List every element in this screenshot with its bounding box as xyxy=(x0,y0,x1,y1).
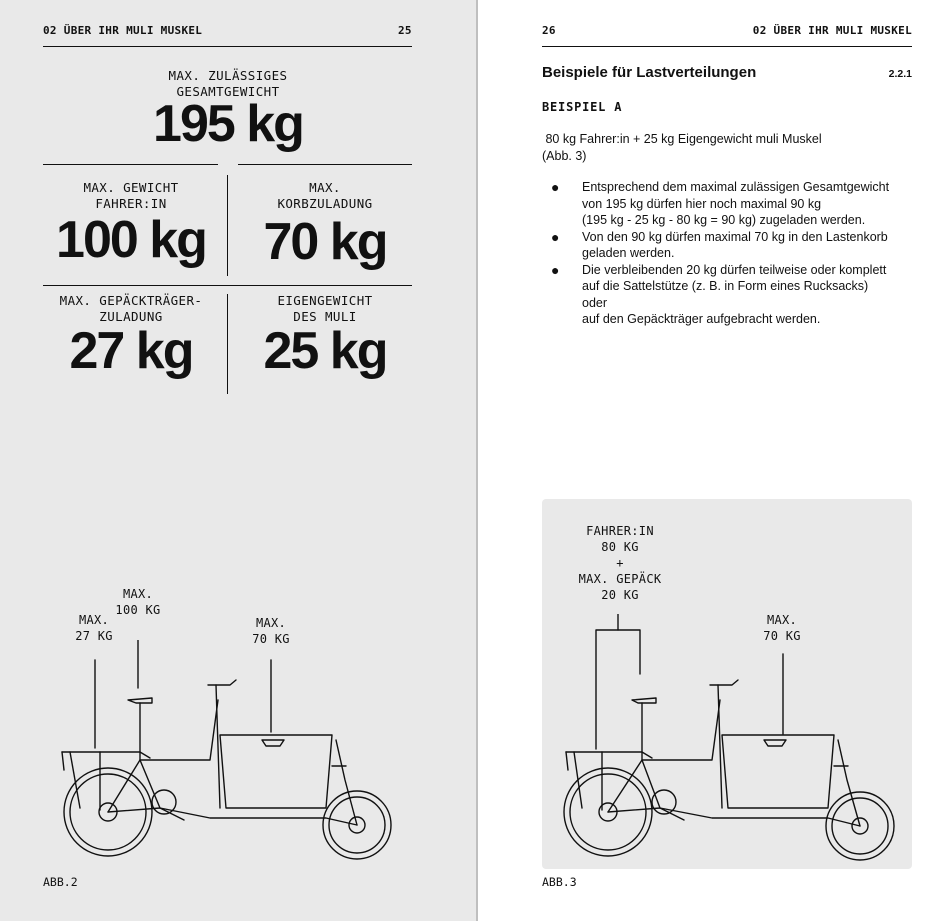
fig3-caption: ABB.3 xyxy=(542,875,577,889)
fig3-saddle xyxy=(632,698,656,703)
right-page-number: 26 xyxy=(542,24,556,37)
spec-rule-right xyxy=(238,164,412,165)
bullet-icon: ● xyxy=(551,261,560,278)
fig3-panel xyxy=(542,499,912,869)
basket-load-label: MAX. KORBZULADUNG xyxy=(277,180,373,211)
section-title: Beispiele für Lastverteilungen xyxy=(542,64,757,81)
right-page xyxy=(478,0,950,921)
spec-rule-left xyxy=(43,164,218,165)
rider-weight-value: 100 kg xyxy=(56,211,206,269)
own-weight-value: 25 kg xyxy=(263,322,387,380)
spec-rule-middle xyxy=(43,285,412,286)
total-weight-value: 195 kg xyxy=(153,95,303,153)
total-weight-label: MAX. ZULÄSSIGES GESAMTGEWICHT xyxy=(168,68,288,99)
basket-load-value: 70 kg xyxy=(263,213,387,271)
own-weight-label: EIGENGEWICHT DES MULI xyxy=(277,293,373,324)
example-bullet-list xyxy=(542,179,892,328)
fig2-caption: ABB.2 xyxy=(43,875,78,889)
right-header-rule xyxy=(542,46,912,47)
bullet-item: ● Entsprechend dem maximal zulässigen Gesamtgewicht von 195 kg dürfen hier noch maximal 90 kg (195 kg - 25 kg - 80 kg = 90 kg) zugeladen werden. xyxy=(551,179,890,227)
fig3-rider-luggage-label: FAHRER:IN 80 KG + MAX. GEPÄCK 20 KG xyxy=(578,524,662,602)
left-header-rule xyxy=(43,46,412,47)
rack-load-label: MAX. GEPÄCKTRÄGER- ZULADUNG xyxy=(59,293,203,324)
left-header-title: 02 ÜBER IHR MULI MUSKEL xyxy=(43,24,203,37)
fig2-saddle xyxy=(128,698,152,703)
rack-load-value: 27 kg xyxy=(69,322,193,380)
left-page-number: 25 xyxy=(398,24,412,37)
fig3-basket-label: MAX. 70 KG xyxy=(763,613,801,643)
right-header-title: 02 ÜBER IHR MULI MUSKEL xyxy=(752,24,912,37)
cargo-bike-illustration-fig2 xyxy=(40,640,410,865)
example-intro: 80 kg Fahrer:in + 25 kg Eigengewicht muli Muskel (Abb. 3) xyxy=(542,132,822,163)
cargo-bike-illustration-fig3 xyxy=(562,614,907,864)
fig3-combined-leader xyxy=(596,630,640,749)
fig2-basket-label: MAX. 70 KG xyxy=(252,616,290,646)
bullet-item: ● Die verbleibenden 20 kg dürfen teilweise oder komplett auf die Sattelstütze (z. B. in Form eines Rucksacks) oder auf den Gepäckträger aufgebracht werden. xyxy=(551,261,887,326)
bullet-icon: ● xyxy=(551,228,560,245)
section-number: 2.2.1 xyxy=(888,68,912,80)
bullet-item: ● Von den 90 kg dürfen maximal 70 kg in den Lastenkorb geladen werden. xyxy=(551,228,888,260)
example-title: BEISPIEL A xyxy=(542,100,623,114)
spec-vertical-rule-bottom xyxy=(227,294,228,394)
spec-vertical-rule-top xyxy=(227,175,228,276)
bullet-icon: ● xyxy=(551,179,560,195)
rider-weight-label: MAX. GEWICHT FAHRER:IN xyxy=(83,180,179,211)
fig2-rider-label: MAX. 100 KG xyxy=(115,587,161,617)
fig2-rack-label: MAX. 27 KG xyxy=(75,613,113,643)
